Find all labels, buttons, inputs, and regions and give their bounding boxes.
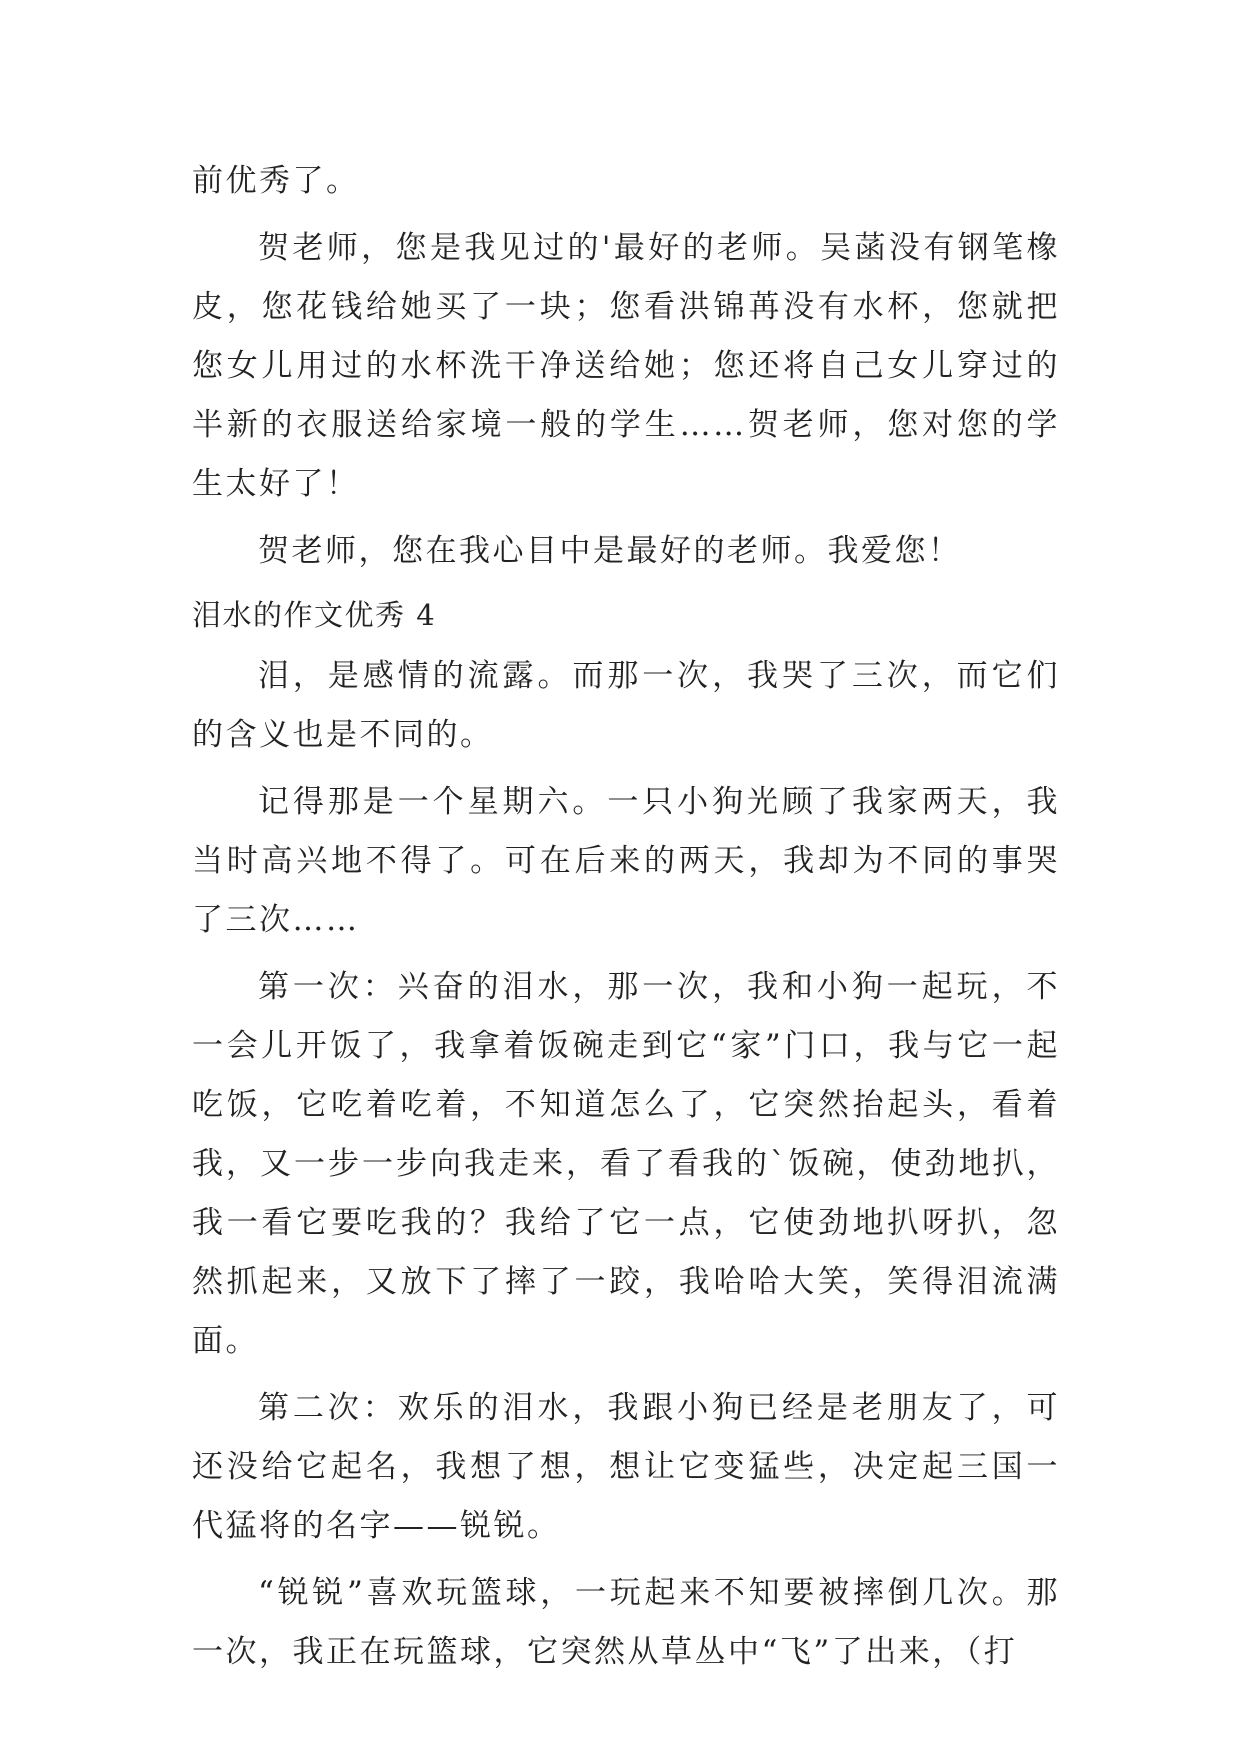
section-heading: 泪水的作文优秀 4 <box>192 598 437 632</box>
paragraph-saturday: 记得那是一个星期六。一只小狗光顾了我家两天，我当时高兴地不得了。可在后来的两天，我却为不同的事哭了三次…… <box>192 784 1060 938</box>
paragraph-second-time: 第二次：欢乐的泪水，我跟小狗已经是老朋友了，可还没给它起名，我想了想，想让它变猛些，决定起三国一代猛将的名字——锐锐。 <box>192 1390 1060 1544</box>
body-text <box>192 152 1060 1690</box>
paragraph-teacher-kindness: 贺老师，您是我见过的'最好的老师。吴菡没有钢笔橡皮，您花钱给她买了一块；您看洪锦苒没有水杯，您就把您女儿用过的水杯洗干净送给她；您还将自己女儿穿过的半新的衣服送给家境一般的学生……贺老师，您对您的学生太好了！ <box>192 230 1060 502</box>
paragraph-tears-intro: 泪，是感情的流露。而那一次，我哭了三次，而它们的含义也是不同的。 <box>192 658 1060 753</box>
paragraph-teacher-love: 贺老师，您在我心目中是最好的老师。我爱您！ <box>258 533 962 569</box>
paragraph-first-time: 第一次：兴奋的泪水，那一次，我和小狗一起玩，不一会儿开饭了，我拿着饭碗走到它“家”门口，我与它一起吃饭，它吃着吃着，不知道怎么了，它突然抬起头，看着我，又一步一步向我走来，看了看我的`饭碗，使劲地扒，我一看它要吃我的？我给了它一点，它使劲地扒呀扒，忽然抓起来，又放下了摔了一跤，我哈哈大笑，笑得泪流满面。 <box>192 969 1060 1359</box>
paragraph-basketball: “锐锐”喜欢玩篮球，一玩起来不知要被摔倒几次。那一次，我正在玩篮球，它突然从草丛中“飞”了出来，（打 <box>192 1575 1060 1670</box>
paragraph-continuation: 前优秀了。 <box>192 163 360 199</box>
